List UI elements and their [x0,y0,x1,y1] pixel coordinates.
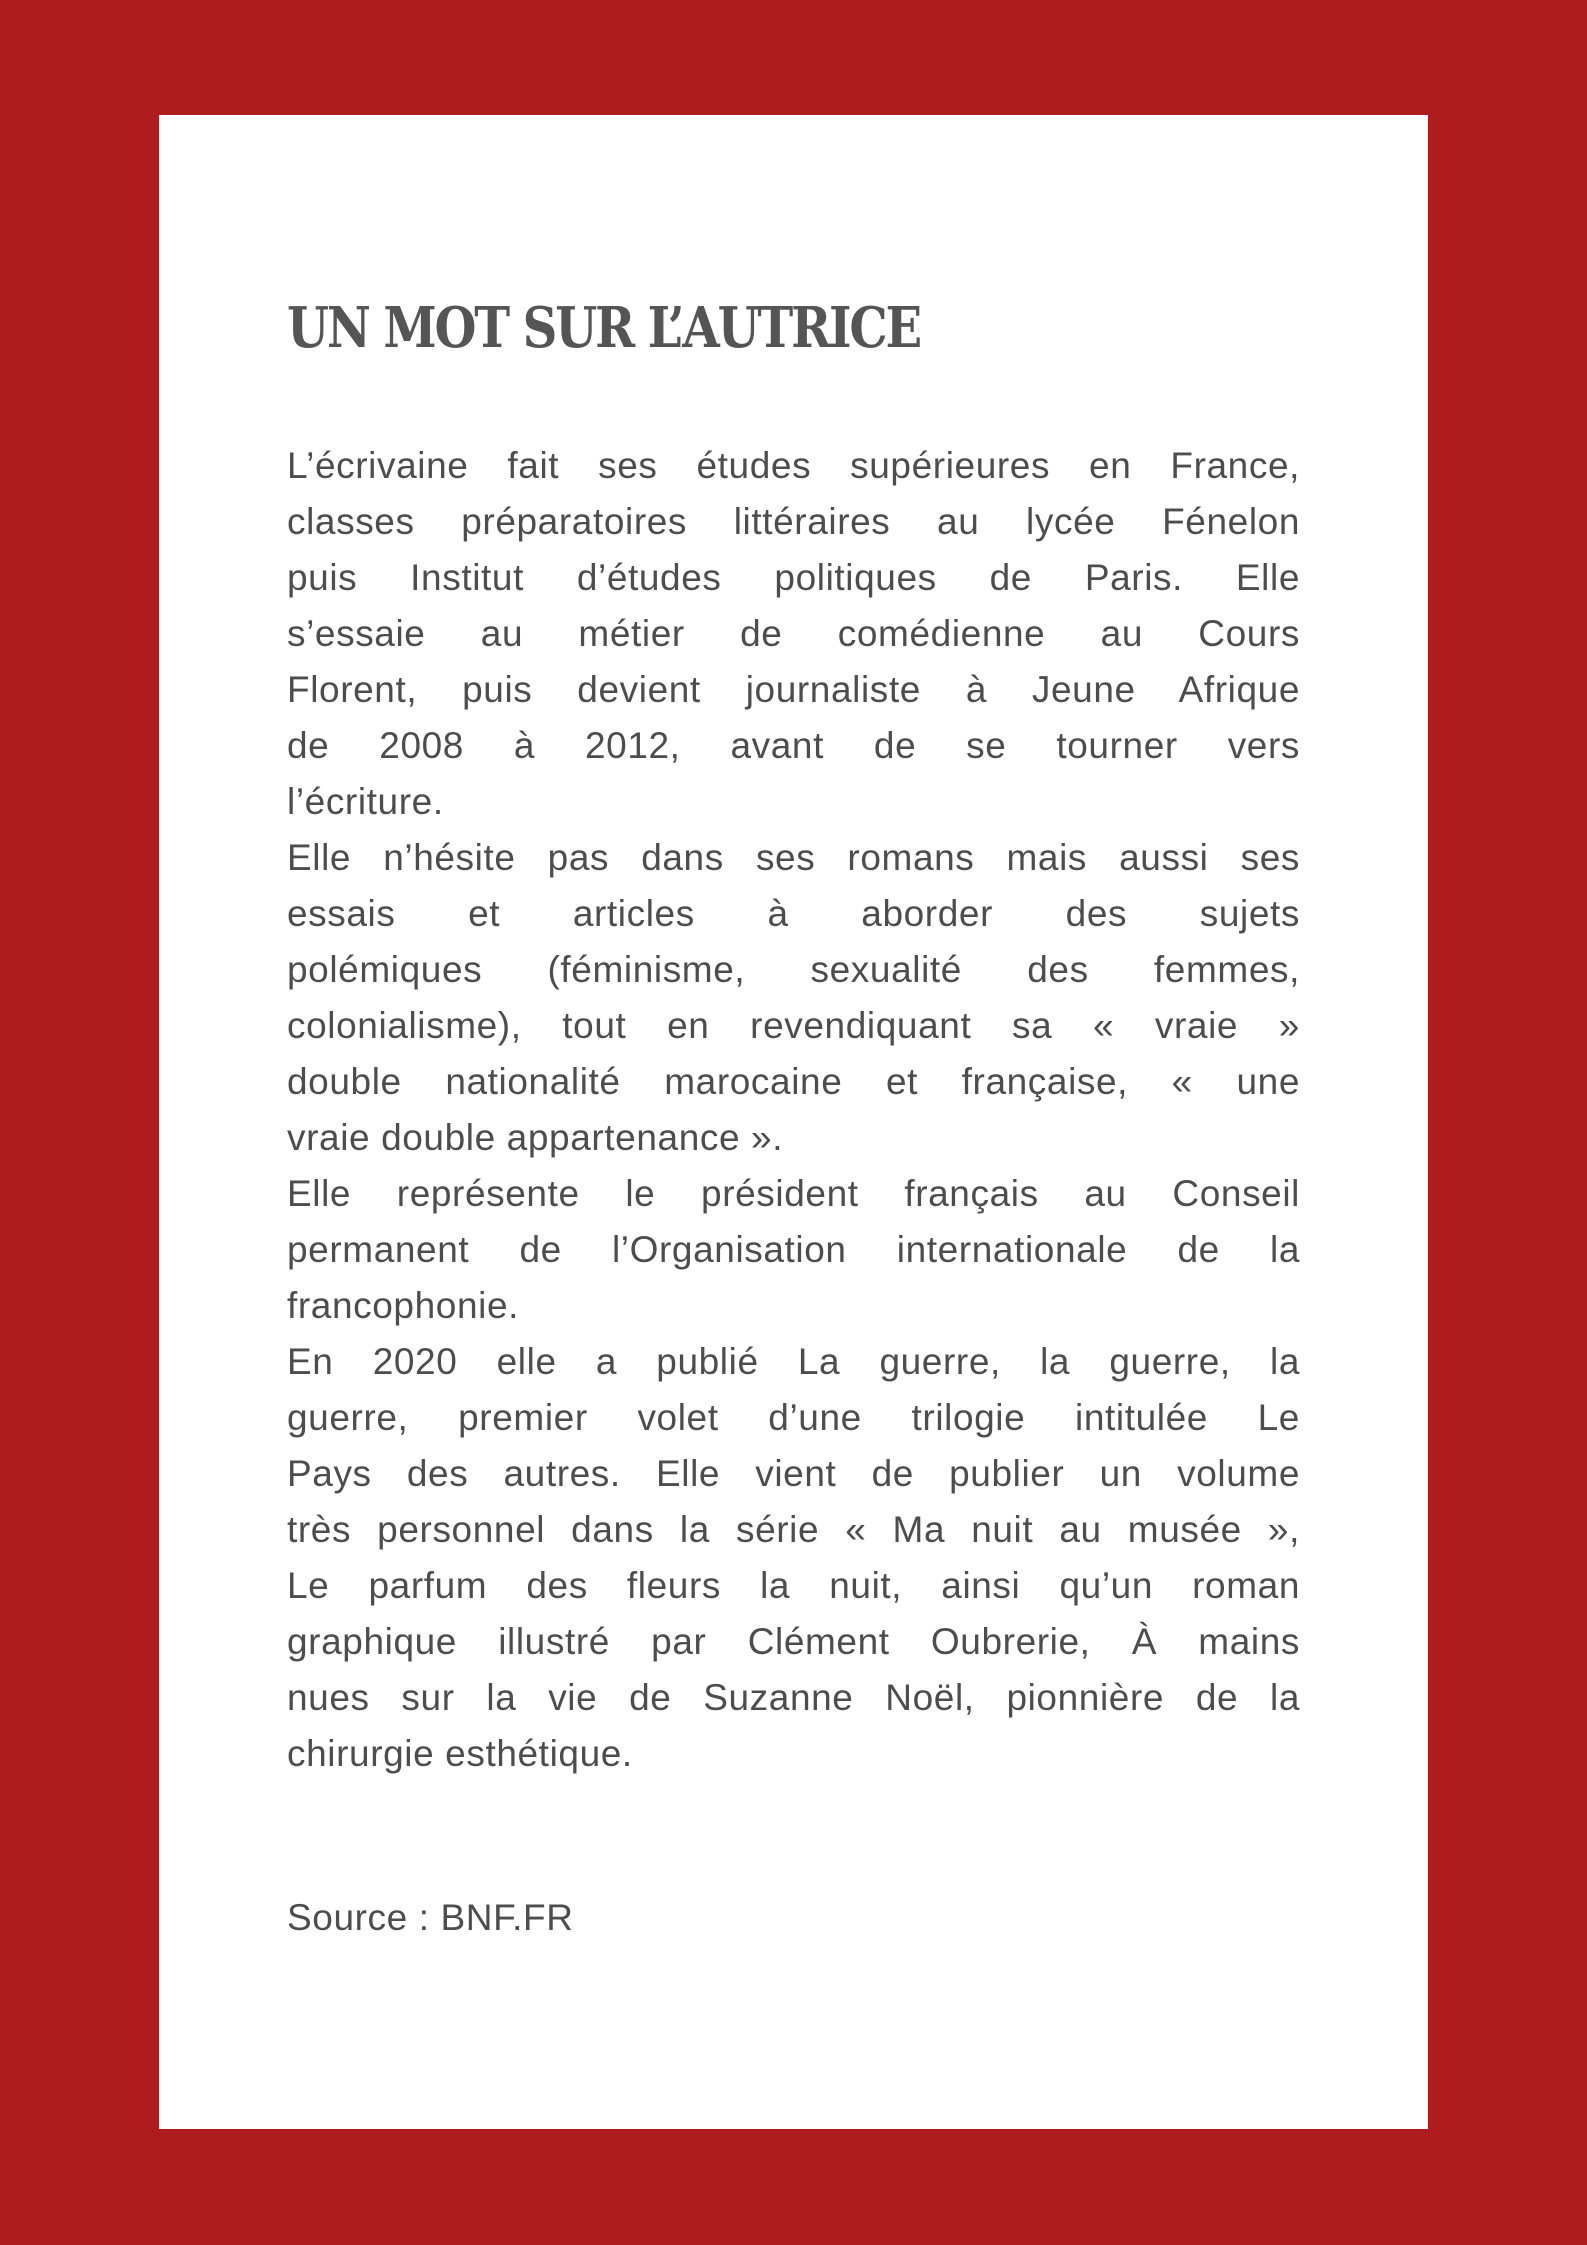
text-line: essais et articles à aborder des sujets [287,893,1300,934]
text-line: classes préparatoires littéraires au lycée Fénelon [287,501,1300,542]
page-title: UN MOT SUR L’AUTRICE [287,295,921,361]
text-line: guerre, premier volet d’une trilogie intitulée Le [287,1397,1300,1438]
text-line: Elle n’hésite pas dans ses romans mais aussi ses [287,837,1300,878]
text-line: double nationalité marocaine et française, « une [287,1061,1300,1102]
text-line: l’écriture. [287,781,444,822]
text-line: chirurgie esthétique. [287,1733,633,1774]
text-line: Florent, puis devient journaliste à Jeune Afrique [287,669,1300,710]
text-line: permanent de l’Organisation internationale de la [287,1229,1300,1270]
text-line: colonialisme), tout en revendiquant sa « vraie » [287,1005,1300,1046]
body-text [287,438,1300,1782]
text-line: puis Institut d’études politiques de Paris. Elle [287,557,1300,598]
text-line: Elle représente le président français au Conseil [287,1173,1300,1214]
text-line: nues sur la vie de Suzanne Noël, pionnière de la [287,1677,1300,1718]
text-line: Pays des autres. Elle vient de publier un volume [287,1453,1300,1494]
text-line: polémiques (féminisme, sexualité des femmes, [287,949,1300,990]
paragraph-education [287,438,1300,830]
text-line: très personnel dans la série « Ma nuit au musée », [287,1509,1300,1550]
text-line: s’essaie au métier de comédienne au Cours [287,613,1300,654]
paragraph-works [287,1334,1300,1782]
text-line: graphique illustré par Clément Oubrerie, À mains [287,1621,1300,1662]
content-panel [159,115,1428,2129]
text-line: de 2008 à 2012, avant de se tourner vers [287,725,1300,766]
text-line: francophonie. [287,1285,520,1326]
paragraph-role [287,1166,1300,1334]
text-line: vraie double appartenance ». [287,1117,784,1158]
source-credit: Source : BNF.FR [287,1897,574,1938]
text-line: En 2020 elle a publié La guerre, la guerre, la [287,1341,1300,1382]
paragraph-themes [287,830,1300,1166]
text-line: L’écrivaine fait ses études supérieures en France, [287,445,1300,486]
text-line: Le parfum des fleurs la nuit, ainsi qu’un roman [287,1565,1300,1606]
